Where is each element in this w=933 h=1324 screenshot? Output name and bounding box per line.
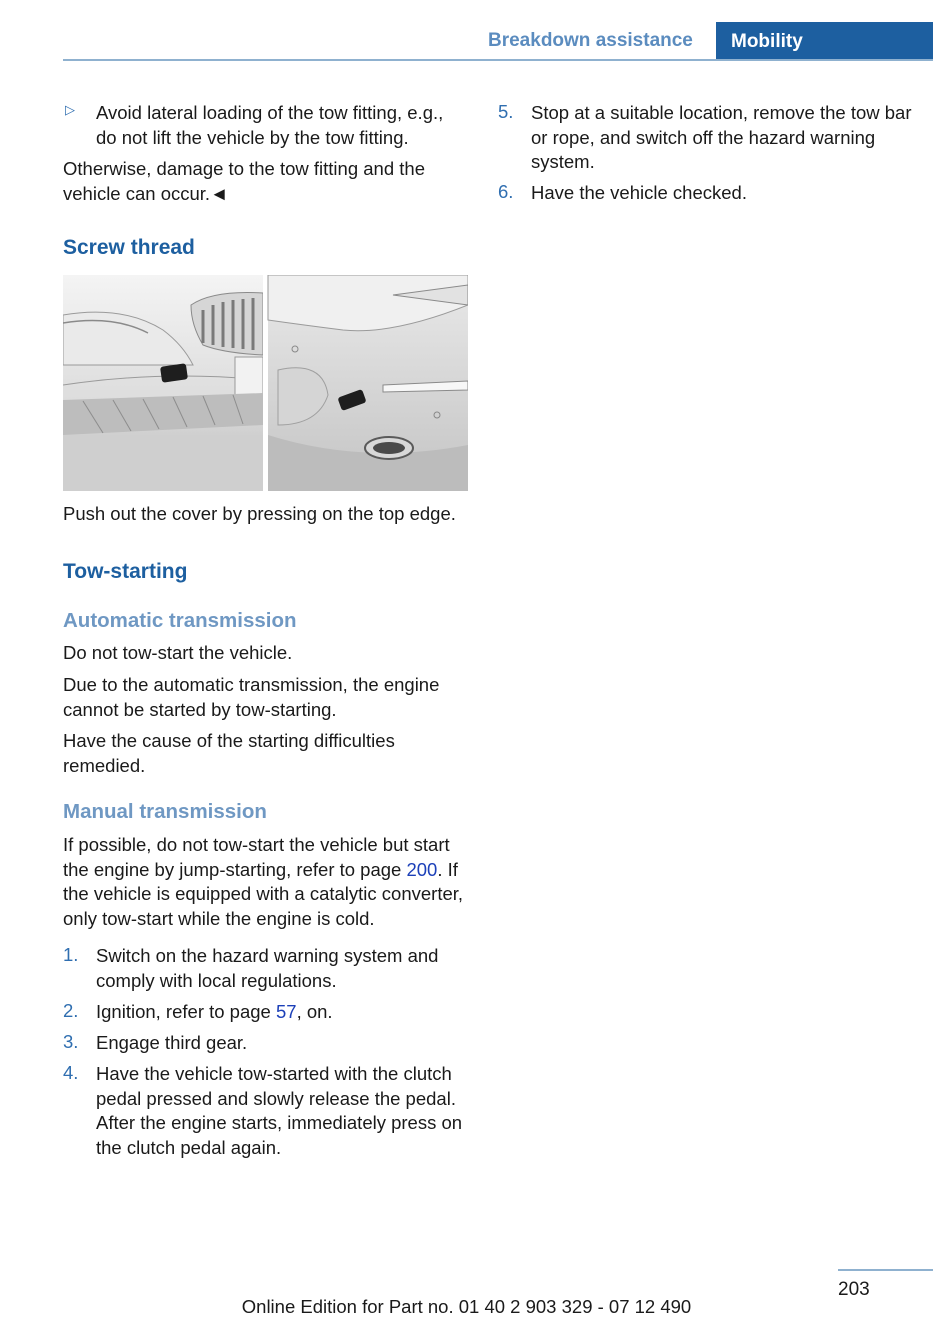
step-number: 5. — [498, 101, 514, 122]
step-text: Stop at a suitable location, remove the tow bar or rope, and switch off the hazard warning system. — [531, 102, 912, 172]
tow-fitting-figure — [63, 275, 468, 491]
step-number: 6. — [498, 181, 514, 202]
step-item — [63, 1062, 468, 1162]
figure-caption: Push out the cover by pressing on the top edge. — [63, 503, 456, 524]
manual-text-b: . If the vehicle is equipped with a catalytic converter, only tow-start while the engine is cold. — [63, 858, 464, 929]
step-text: Switch on the hazard warning system and comply with local regulations. — [96, 945, 439, 991]
automatic-paragraph-1: Do not tow-start the vehicle. — [63, 642, 293, 663]
step-text-a: Ignition, refer to page — [96, 1001, 276, 1022]
screw-thread-heading: Screw thread — [63, 236, 195, 259]
manual-text-a: If possible, do not tow-start the vehicle but start the engine by jump-starting, refer to page — [63, 834, 450, 880]
tow-starting-heading: Tow-starting — [63, 560, 188, 583]
page-200-link[interactable]: 200 — [406, 858, 438, 880]
page-number-rule — [838, 1269, 933, 1271]
step-text-b: , on. — [296, 1001, 333, 1022]
step-item — [63, 1000, 468, 1026]
bullet-text: Avoid lateral loading of the tow fitting, e.g., do not lift the vehicle by the tow fitting. — [96, 102, 444, 148]
step-number: 1. — [63, 944, 79, 965]
edition-text: Online Edition for Part no. 01 40 2 903 329 - 07 12 490 — [241, 1296, 692, 1317]
step-number: 4. — [63, 1062, 79, 1083]
footer-edition — [0, 1296, 933, 1318]
page-number: 203 — [838, 1279, 870, 1300]
header-section-title: Breakdown assistance — [488, 30, 693, 51]
step-text: Have the vehicle tow-started with the clutch pedal pressed and slowly release the pedal. After the engine starts, immediately press on the clutch pedal again. — [96, 1063, 463, 1158]
page-57-link[interactable]: 57 — [275, 1001, 297, 1022]
tow-fitting-illustration — [63, 275, 468, 491]
step-item — [498, 181, 918, 207]
warning-text: Otherwise, damage to the tow fitting and the vehicle can occur.◄ — [63, 158, 425, 204]
step-text: Have the vehicle checked. — [531, 182, 747, 203]
manual-paragraph — [63, 833, 468, 931]
header-rule — [63, 59, 933, 61]
automatic-paragraph-2: Due to the automatic transmission, the engine cannot be started by tow-starting. — [63, 674, 440, 720]
manual-transmission-heading: Manual transmission — [63, 800, 267, 823]
step-item — [63, 1031, 468, 1057]
step-number: 3. — [63, 1031, 79, 1052]
triangle-bullet-icon: ▷ — [65, 102, 75, 117]
step-item — [63, 944, 468, 994]
step-text: Engage third gear. — [96, 1032, 248, 1053]
header-chapter-tab: Mobility — [716, 22, 933, 60]
step-text — [96, 1000, 468, 1025]
automatic-transmission-heading: Automatic transmission — [63, 609, 297, 632]
automatic-paragraph-3: Have the cause of the starting difficulties remedied. — [63, 730, 395, 776]
step-item — [498, 101, 918, 177]
step-number: 2. — [63, 1000, 79, 1021]
